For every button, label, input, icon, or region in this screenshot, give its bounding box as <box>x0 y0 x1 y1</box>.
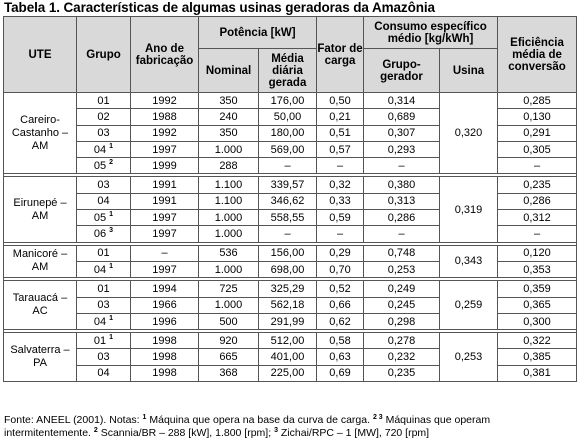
table-row <box>4 245 577 261</box>
fator-cell: – <box>317 226 364 242</box>
eficiencia-cell: 0,130 <box>498 109 577 125</box>
ano-cell: 1996 <box>131 313 199 329</box>
grupo-value: 03 <box>97 299 110 312</box>
fator-cell: 0,52 <box>317 281 364 297</box>
header-ano: Ano de fabricação <box>131 17 199 93</box>
nominal-cell: 1.100 <box>199 177 259 193</box>
media-cell: 562,18 <box>259 297 317 313</box>
header-grupo-gerador: Grupo-gerador <box>364 49 440 93</box>
footnote-text-3: Zichai/RPC – 1 [MW], 720 [rpm] <box>280 427 430 439</box>
grupo-value: 03 <box>97 127 110 140</box>
grupo-gerador-cell: 0,380 <box>364 177 440 193</box>
eficiencia-cell: 0,235 <box>498 177 577 193</box>
footnote-marker-1: 1 <box>142 414 147 421</box>
grupo-gerador-cell: 0,293 <box>364 141 440 157</box>
media-cell: 401,00 <box>259 349 317 365</box>
fator-cell: 0,63 <box>317 349 364 365</box>
footnote-ref: 2 <box>109 158 114 166</box>
media-cell: 176,00 <box>259 93 317 109</box>
ano-cell: 1997 <box>131 261 199 277</box>
footnote-source: Fonte: ANEEL (2001). Notas: <box>4 414 140 426</box>
grupo-gerador-cell: 0,235 <box>364 365 440 381</box>
eficiencia-cell: 0,305 <box>498 141 577 157</box>
grupo-cell <box>77 158 131 174</box>
usina-cell: 0,320 <box>440 93 498 174</box>
eficiencia-cell: 0,381 <box>498 365 577 381</box>
usina-cell: 0,253 <box>440 333 498 382</box>
grupo-value: 04 <box>93 143 107 156</box>
nominal-cell: 1.000 <box>199 297 259 313</box>
nominal-cell: 1.000 <box>199 226 259 242</box>
footnote-marker-3: 3 <box>274 427 278 434</box>
grupo-value: 04 <box>93 315 107 328</box>
media-cell: 346,62 <box>259 193 317 209</box>
ute-cell: Eirunepé – AM <box>4 177 77 242</box>
grupo-gerador-cell: 0,748 <box>364 245 440 261</box>
media-cell: – <box>259 226 317 242</box>
media-cell: 325,29 <box>259 281 317 297</box>
footnote-ref: 1 <box>109 210 114 218</box>
fator-cell: 0,58 <box>317 333 364 349</box>
nominal-cell: 350 <box>199 125 259 141</box>
nominal-cell: 920 <box>199 333 259 349</box>
grupo-gerador-cell: 0,232 <box>364 349 440 365</box>
media-cell: 50,00 <box>259 109 317 125</box>
table-body <box>4 93 577 382</box>
eficiencia-cell: 0,286 <box>498 193 577 209</box>
ano-cell: 1992 <box>131 93 199 109</box>
table-row <box>4 177 577 193</box>
grupo-cell <box>77 226 131 242</box>
footnote-text-1: Máquina que opera na base da curva de carga. <box>149 414 371 426</box>
grupo-cell <box>77 245 131 261</box>
fator-cell: 0,51 <box>317 125 364 141</box>
header-ute: UTE <box>4 17 77 93</box>
media-cell: 339,57 <box>259 177 317 193</box>
media-cell: 569,00 <box>259 141 317 157</box>
media-cell: 558,55 <box>259 210 317 226</box>
grupo-gerador-cell: – <box>364 226 440 242</box>
nominal-cell: 725 <box>199 281 259 297</box>
ano-cell: 1994 <box>131 281 199 297</box>
grupo-value: 06 <box>93 228 107 241</box>
grupo-cell <box>77 281 131 297</box>
nominal-cell: 665 <box>199 349 259 365</box>
eficiencia-cell: 0,285 <box>498 93 577 109</box>
grupo-gerador-cell: 0,278 <box>364 333 440 349</box>
grupo-value: 03 <box>97 351 110 364</box>
grupo-gerador-cell: 0,253 <box>364 261 440 277</box>
grupo-value: 04 <box>97 195 110 208</box>
table-title: Tabela 1. Características de algumas usinas geradoras da Amazônia <box>4 0 435 15</box>
footnote-ref: 1 <box>109 314 114 322</box>
header-consumo: Consumo específico médio [kg/kWh] <box>364 17 498 49</box>
ano-cell: 1988 <box>131 109 199 125</box>
media-cell: 291,99 <box>259 313 317 329</box>
grupo-gerador-cell: 0,286 <box>364 210 440 226</box>
eficiencia-cell: 0,365 <box>498 297 577 313</box>
fator-cell: 0,70 <box>317 261 364 277</box>
nominal-cell: 500 <box>199 313 259 329</box>
usina-cell: 0,319 <box>440 177 498 242</box>
nominal-cell: 1.000 <box>199 141 259 157</box>
fator-cell: 0,69 <box>317 365 364 381</box>
grupo-cell <box>77 365 131 381</box>
grupo-gerador-cell: 0,689 <box>364 109 440 125</box>
fator-cell: 0,59 <box>317 210 364 226</box>
header-usina: Usina <box>440 49 498 93</box>
eficiencia-cell: 0,353 <box>498 261 577 277</box>
footnote-text-2-3: Máquinas que operam intermitentemente. <box>4 414 491 439</box>
grupo-gerador-cell: 0,307 <box>364 125 440 141</box>
ano-cell: 1997 <box>131 210 199 226</box>
fator-cell: 0,57 <box>317 141 364 157</box>
eficiencia-cell: – <box>498 226 577 242</box>
eficiencia-cell: 0,312 <box>498 210 577 226</box>
ano-cell: 1991 <box>131 177 199 193</box>
power-plants-table <box>3 16 577 382</box>
fator-cell: 0,21 <box>317 109 364 125</box>
grupo-value: 04 <box>97 367 110 380</box>
nominal-cell: 1.000 <box>199 210 259 226</box>
usina-cell: 0,343 <box>440 245 498 278</box>
eficiencia-cell: 0,120 <box>498 245 577 261</box>
grupo-value: 02 <box>97 110 110 123</box>
grupo-gerador-cell: – <box>364 158 440 174</box>
grupo-value: 01 <box>97 247 110 260</box>
grupo-cell <box>77 177 131 193</box>
header-media: Média diária gerada <box>259 49 317 93</box>
grupo-cell <box>77 141 131 157</box>
nominal-cell: 350 <box>199 93 259 109</box>
eficiencia-cell: 0,385 <box>498 349 577 365</box>
grupo-value: 05 <box>93 211 107 224</box>
grupo-cell <box>77 93 131 109</box>
grupo-value: 01 <box>97 94 110 107</box>
usina-cell: 0,259 <box>440 281 498 330</box>
ano-cell: – <box>131 245 199 261</box>
grupo-cell <box>77 297 131 313</box>
ano-cell: 1966 <box>131 297 199 313</box>
header-grupo: Grupo <box>77 17 131 93</box>
header-fator: Fator de carga <box>317 17 364 93</box>
media-cell: 512,00 <box>259 333 317 349</box>
footnote <box>4 414 576 440</box>
table-row <box>4 93 577 109</box>
grupo-gerador-cell: 0,313 <box>364 193 440 209</box>
footnote-text-2: Scannia/BR – 288 [kW], 1.800 [rpm]; <box>100 427 272 439</box>
eficiencia-cell: – <box>498 158 577 174</box>
nominal-cell: 368 <box>199 365 259 381</box>
ano-cell: 1997 <box>131 226 199 242</box>
grupo-cell <box>77 313 131 329</box>
ano-cell: 1992 <box>131 125 199 141</box>
nominal-cell: 288 <box>199 158 259 174</box>
nominal-cell: 536 <box>199 245 259 261</box>
footnote-marker-2: 2 <box>93 427 98 434</box>
footnote-marker-2-3: 2 3 <box>372 414 383 421</box>
ute-cell: Tarauacá – AC <box>4 281 77 330</box>
fator-cell: 0,62 <box>317 313 364 329</box>
fator-cell: – <box>317 158 364 174</box>
grupo-value: 01 <box>97 282 110 295</box>
grupo-value: 05 <box>93 159 107 172</box>
eficiencia-cell: 0,291 <box>498 125 577 141</box>
grupo-gerador-cell: 0,249 <box>364 281 440 297</box>
media-cell: 180,00 <box>259 125 317 141</box>
footnote-ref: 3 <box>109 227 114 235</box>
ute-cell: Salvaterra – PA <box>4 333 77 382</box>
fator-cell: 0,29 <box>317 245 364 261</box>
grupo-cell <box>77 193 131 209</box>
grupo-gerador-cell: 0,314 <box>364 93 440 109</box>
eficiencia-cell: 0,322 <box>498 333 577 349</box>
footnote-ref: 1 <box>109 333 114 341</box>
fator-cell: 0,50 <box>317 93 364 109</box>
grupo-value: 01 <box>93 334 107 347</box>
grupo-gerador-cell: 0,298 <box>364 313 440 329</box>
header-nominal: Nominal <box>199 49 259 93</box>
eficiencia-cell: 0,300 <box>498 313 577 329</box>
media-cell: 225,00 <box>259 365 317 381</box>
grupo-gerador-cell: 0,245 <box>364 297 440 313</box>
grupo-cell <box>77 349 131 365</box>
grupo-cell <box>77 210 131 226</box>
grupo-cell <box>77 125 131 141</box>
ano-cell: 1997 <box>131 141 199 157</box>
grupo-cell <box>77 333 131 349</box>
ano-cell: 1998 <box>131 333 199 349</box>
footnote-ref: 1 <box>109 262 114 270</box>
ano-cell: 1998 <box>131 365 199 381</box>
table-row <box>4 281 577 297</box>
grupo-cell <box>77 261 131 277</box>
fator-cell: 0,32 <box>317 177 364 193</box>
ute-cell: Careiro-Castanho – AM <box>4 93 77 174</box>
media-cell: 698,00 <box>259 261 317 277</box>
nominal-cell: 1.000 <box>199 261 259 277</box>
header-eficiencia: Eficiência média de conversão <box>498 17 577 93</box>
media-cell: 156,00 <box>259 245 317 261</box>
eficiencia-cell: 0,359 <box>498 281 577 297</box>
ano-cell: 1998 <box>131 349 199 365</box>
fator-cell: 0,33 <box>317 193 364 209</box>
fator-cell: 0,66 <box>317 297 364 313</box>
grupo-value: 04 <box>93 263 107 276</box>
table-row <box>4 333 577 349</box>
grupo-cell <box>77 109 131 125</box>
ute-cell: Manicoré – AM <box>4 245 77 278</box>
header-potencia: Potência [kW] <box>199 17 317 49</box>
footnote-ref: 1 <box>109 142 114 150</box>
media-cell: – <box>259 158 317 174</box>
ano-cell: 1991 <box>131 193 199 209</box>
grupo-value: 03 <box>97 179 110 192</box>
nominal-cell: 240 <box>199 109 259 125</box>
ano-cell: 1999 <box>131 158 199 174</box>
nominal-cell: 1.100 <box>199 193 259 209</box>
